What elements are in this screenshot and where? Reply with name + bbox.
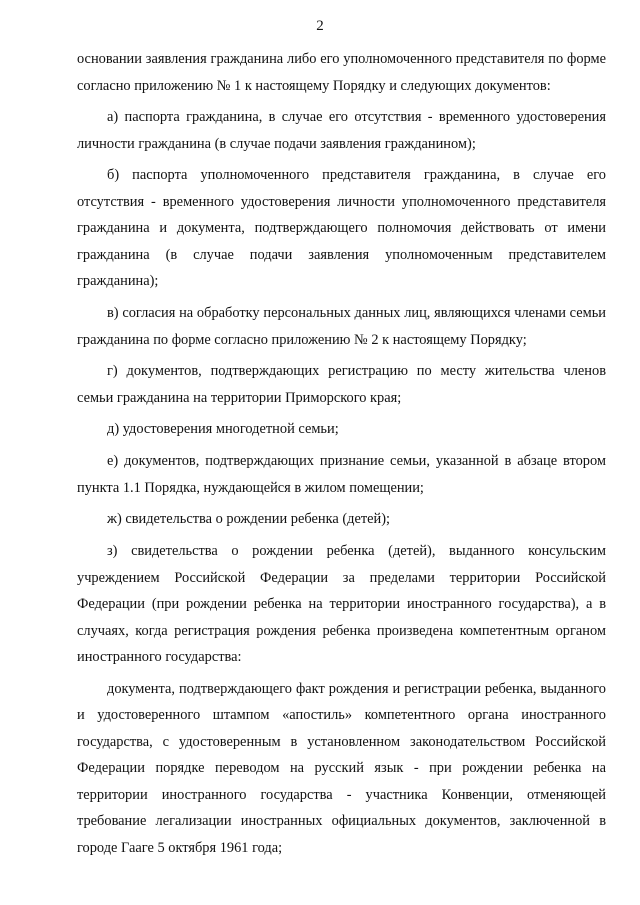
paragraph-item-e: е) документов, подтверждающих признание семьи, указанной в абзаце втором пункта 1.1 Порядка, нуждающейся в жилом помещении; xyxy=(77,453,606,496)
page-number: 2 xyxy=(316,18,324,34)
paragraph-item-v: в) согласия на обработку персональных данных лиц, являющихся членами семьи гражданина по форме согласно приложению № 2 к настоящему Порядку; xyxy=(77,305,606,348)
paragraph-item-b: б) паспорта уполномоченного представителя гражданина, в случае его отсутствия - временного удостоверения личности уполномоченного представителя гражданина и документа, подтверждающего полномочия действовать от имени гражданина (в случае подачи заявления уполномоченным представителем гражданина); xyxy=(77,167,606,290)
paragraph-item-a: а) паспорта гражданина, в случае его отсутствия - временного удостоверения личности гражданина (в случае подачи заявления гражданином); xyxy=(77,109,606,152)
document-body xyxy=(77,46,606,866)
paragraph-apostille-document: документа, подтверждающего факт рождения и регистрации ребенка, выданного и удостоверенного штампом «апостиль» компетентного органа иностранного государства, с удостоверенным в установленном законодательством Российской Федерации порядке переводом на русский язык - при рождении ребенка на территории иностранного государства - участника Конвенции, отменяющей требование легализации иностранных официальных документов, заключенной в городе Гааге 5 октября 1961 года; xyxy=(77,680,606,856)
paragraph-item-g: г) документов, подтверждающих регистрацию по месту жительства членов семьи гражданина на территории Приморского края; xyxy=(77,363,606,406)
paragraph-item-z: з) свидетельства о рождении ребенка (детей), выданного консульским учреждением Российской Федерации за пределами территории Российской Федерации (при рождении ребенка на территории иностранного государства), а в случаях, когда регистрация рождения ребенка произведена компетентным органом иностранного государства: xyxy=(77,543,606,665)
paragraph-continuation: основании заявления гражданина либо его уполномоченного представителя по форме согласно приложению № 1 к настоящему Порядку и следующих документов: xyxy=(77,51,606,94)
paragraph-item-zh: ж) свидетельства о рождении ребенка (детей); xyxy=(107,511,391,528)
paragraph-item-d: д) удостоверения многодетной семьи; xyxy=(107,421,339,438)
